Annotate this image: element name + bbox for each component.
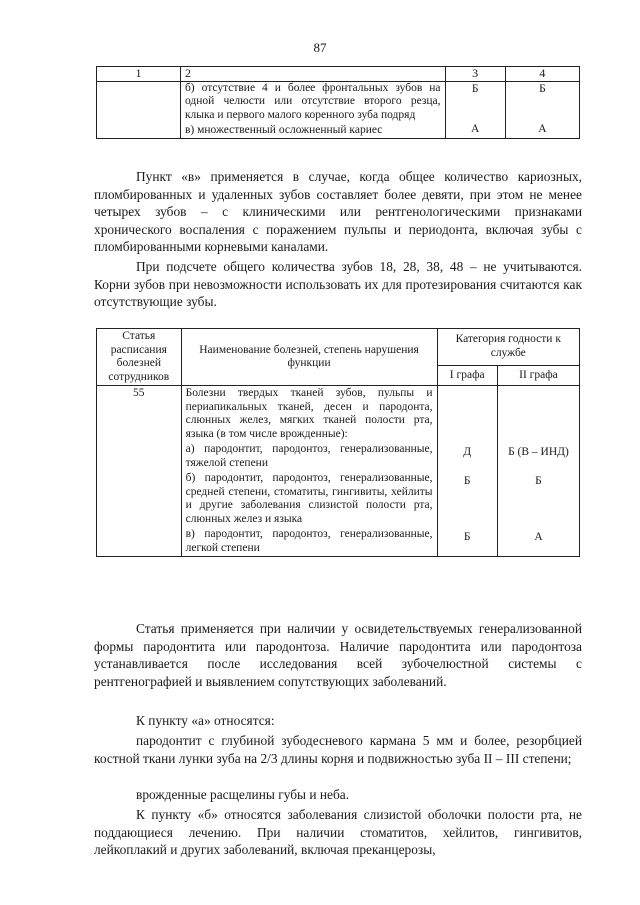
- continuation-table: [96, 66, 580, 139]
- header-name: Наименование болезней, степень нарушения функции: [181, 329, 437, 386]
- empty-cell: [497, 386, 579, 443]
- header-column-2: II графа: [497, 365, 579, 385]
- row-intro: Болезни твердых тканей зубов, пульпы и периапикальных тканей, десен и пародонта, слюнных желез, мягких тканей полости рта, языка (в том числе врожденные):: [181, 386, 437, 443]
- table-header-row: [97, 329, 580, 366]
- row-text: б) отсутствие 4 и более фронтальных зубов на одной челюсти или отсутствие второго резца, клыка и первого малого коренного зуба подряд: [180, 81, 445, 122]
- row-grade-2: А: [505, 122, 579, 138]
- paragraph: При подсчете общего количества зубов 18, 28, 38, 48 – не учитываются. Корни зубов при невозможности использовать их для протезирования считаются как отсутствующие зубы.: [94, 259, 582, 309]
- header-col-1: 1: [97, 67, 181, 82]
- row-grade-1: Д: [437, 442, 497, 471]
- header-article: Статья расписания болезней сотрудников: [97, 329, 182, 386]
- paragraph: врожденные расщелины губы и неба.: [136, 787, 350, 802]
- header-column-1: I графа: [437, 365, 497, 385]
- paragraph: К пункту «а» относятся:: [136, 713, 275, 728]
- row-grade-1: Б: [437, 471, 497, 527]
- empty-cell: [437, 386, 497, 443]
- table-row: [97, 81, 580, 122]
- header-col-3: 3: [445, 67, 505, 82]
- row-grade-2: Б (В – ИНД): [497, 442, 579, 471]
- header-col-2: 2: [180, 67, 445, 82]
- paragraph: Статья применяется при наличии у освидетельствуемых генерализованной формы пародонтита или пародонтоза. Наличие пародонтита или пародонтоза устанавливается после исследования всей зубочелюстной системы с рентгенографией и выявлением сопутствующих заболеваний.: [94, 621, 582, 689]
- empty-cell: [97, 122, 181, 138]
- row-grade-2: Б: [497, 471, 579, 527]
- paragraph: Пункт «в» применяется в случае, когда общее количество кариозных, пломбированных и удаленных зубов составляет более девяти, при этом не менее четырех зубов – с клиническими или рентгенологическими признаками хронического воспаления с поражением пульпы и периодонта, включая зубы с пломбированными корневыми каналами.: [94, 169, 582, 254]
- row-grade-1: Б: [437, 527, 497, 557]
- header-col-4: 4: [505, 67, 579, 82]
- table-row: [97, 122, 580, 138]
- page-number: 87: [313, 40, 327, 55]
- table-row: [97, 386, 580, 443]
- row-text: в) пародонтит, пародонтоз, генерализованные, легкой степени: [181, 527, 437, 557]
- row-grade-2: А: [497, 527, 579, 557]
- table-header-row: [97, 67, 580, 82]
- header-category: Категория годности к службе: [437, 329, 580, 366]
- disease-table: [96, 328, 580, 557]
- row-grade-1: А: [445, 122, 505, 138]
- row-text: б) пародонтит, пародонтоз, генерализованные, средней степени, стоматиты, гингивиты, хейлиты и другие заболевания слизистой полости рта, слюнных желез и языка: [181, 471, 437, 527]
- paragraph: пародонтит с глубиной зубодесневого кармана 5 мм и более, резорбцией костной ткани лунки зуба на 2/3 длины корня и подвижностью зуба II – III степени;: [94, 733, 582, 766]
- paragraph: К пункту «б» относятся заболевания слизистой оболочки полости рта, не поддающиеся лечению. При наличии стоматитов, хейлитов, гингивитов, лейкоплакий и других заболеваний, включая преканцерозы,: [94, 807, 582, 857]
- row-grade-2: Б: [505, 81, 579, 122]
- article-number: 55: [97, 386, 182, 557]
- row-text: в) множественный осложненный кариес: [180, 122, 445, 138]
- empty-cell: [97, 81, 181, 122]
- row-grade-1: Б: [445, 81, 505, 122]
- row-text: а) пародонтит, пародонтоз, генерализованные, тяжелой степени: [181, 442, 437, 471]
